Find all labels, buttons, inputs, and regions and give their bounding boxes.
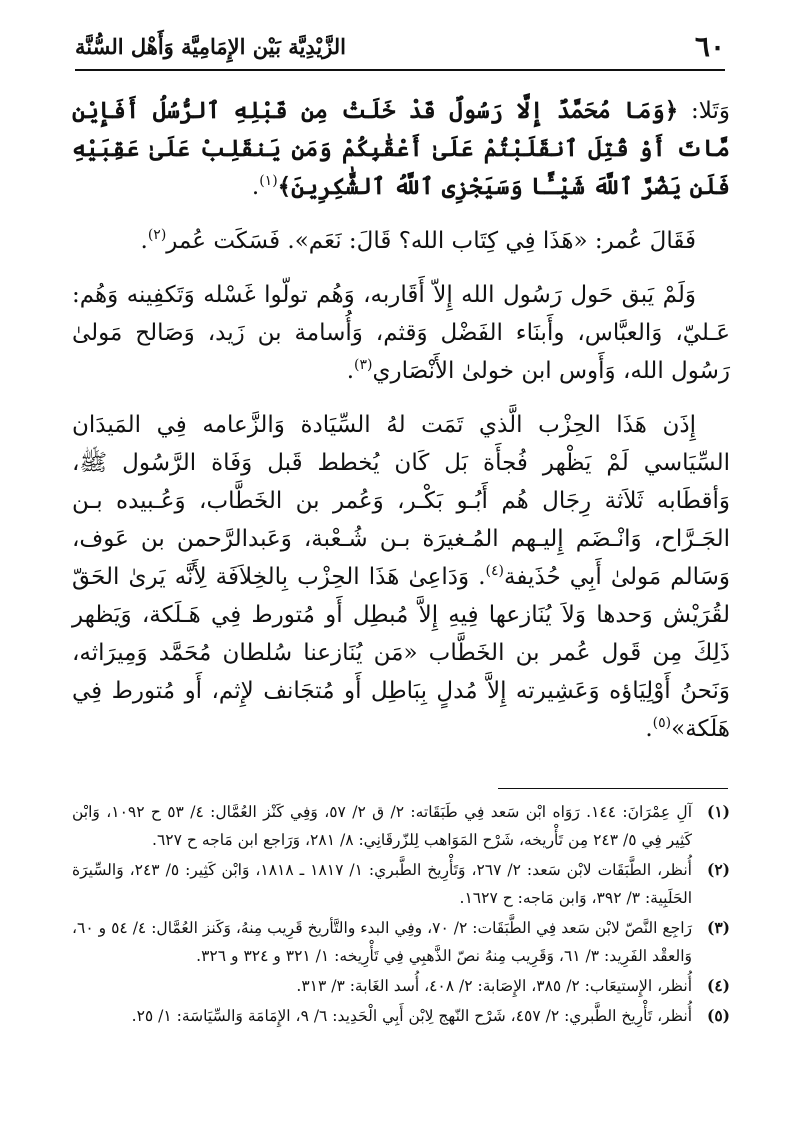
footnote-ref-4[interactable]: (٤) bbox=[485, 563, 504, 579]
footnote-text: أُنظر، تَأْرِيخ الطَّبري: ٢/ ٤٥٧، شَرْح النّهج لِابْن أَبِي الْحَدِيد: ٦/ ٩، الإِمَامَة وَالسِّيَاسَة: ١/ ٢٥. bbox=[131, 1007, 692, 1025]
footnote-ref-3[interactable]: (٣) bbox=[354, 357, 373, 373]
verse-intro: وَتَلا: bbox=[678, 98, 730, 124]
footnote-number: (٣) bbox=[706, 918, 730, 937]
header-rule bbox=[75, 69, 725, 71]
footnote-1 bbox=[72, 798, 730, 854]
footnote-number: (٤) bbox=[706, 976, 730, 995]
sentence-end: . bbox=[251, 174, 260, 200]
paragraph-party bbox=[72, 406, 730, 748]
footnotes bbox=[72, 798, 730, 1032]
footnote-number: (٥) bbox=[706, 1006, 730, 1025]
paragraph-text: فَقَالَ عُمر: «هَذَا فِي كِتَاب الله؟ قَالَ: نَعَم». فَسَكَت عُمر bbox=[166, 228, 696, 254]
footnote-text: آلِ عِمْرَانَ: ١٤٤. رَوَاه ابْن سَعد فِي طَبَقَاته: ٢/ ق ٢/ ٥٧، وَفِي كَنْز العُمَّال: ٤/ ٥٣ ح ١٠٩٢، وَابْن كَثِير فِي ٥/ ٢٤٣ مِن تَأْريخه، شَرْح المَوَاهب لِلزّرقَانِي: ٨/ ٢٨١، وَرَاجع ابن مَاجه ح ٦٢٧. bbox=[72, 803, 692, 849]
paragraph-quran-verse bbox=[72, 92, 730, 206]
footnote-ref-2[interactable]: (٢) bbox=[147, 227, 167, 243]
sentence-end: . bbox=[140, 228, 148, 254]
page-header bbox=[75, 30, 725, 70]
paragraph-text-continued: . وَدَاعِىٰ هَذَا الحِزْب بِالخِلاَفَة لِأَنَّه يَرىٰ الحَقّ لقُرَيْش وَحدها وَلاَ يُنَازعها فِيهِ إِلاَّ مُبطِل أَو مُتورط فِي هَـلَكة، وَيَظهر ذَلِكَ مِن قَول عُمر بن الخَطَّاب «مَن يُنَازعنا سُلطان مُحَمَّد وَمِيرَاثه، وَنَحنُ أَوْلِيَاؤه وَعَشِيرته إِلاَّ مُدلٍ بِبَاطِل أَو مُتجَانف لإِثم، أَو مُتورط فِي هَلَكة» bbox=[72, 564, 730, 742]
paragraph-text: إِذَن هَذَا الحِزْب الَّذي تَمَت لهُ السِّيَادة وَالزَّعامه فِي المَيدَان السِّيَاسي لَمْ يَظْهر فُجأَة بَل كَان يُخطط قَبل وَفَاة الرَّسُول ﷺ، وَأقطَابه ثَلاَثة رِجَال هُم أَبُـو بَكْـر، وَعُمر بن الخَطَّاب، وَعُـبيده بـن الجَـرَّاح، وَانْـضَم إِليـهم المُـغيرَة بـن شُـعْبة، وَعَبدالرَّحمن بن عَوف، وَسَالم مَولىٰ أَبِي حُذَيفة bbox=[72, 412, 731, 590]
footnote-text: رَاجِع النَّصّ لابْن سَعد فِي الطَّبَقَات: ٢/ ٧٠، وفِي البدء والتَّأريخ قَرِيب مِنهُ، وَكَنز العُمَّال: ٤/ ٥٤ و ٦٠، وَالعقْد الفَرِيد: ٣/ ٦١، وَقَرِيب مِنهُ نصّ الذَّهبِي فِي تَأْرِيخه: ١/ ٣٢١ و ٣٢٤ و ٣٢٦. bbox=[72, 919, 693, 965]
footnote-5 bbox=[72, 1002, 730, 1030]
footnote-ref-1[interactable]: (١) bbox=[259, 173, 278, 189]
running-title: الزَّيْدِيَّة بَيْن الإِمَامِيَّة وَأَهْل السُّنَّة bbox=[75, 34, 347, 59]
footnote-text: أُنظر، الإِستيعَاب: ٢/ ٣٨٥، الإِصَابة: ٢/ ٤٠٨، أُسد الغَابة: ٣/ ٣١٣. bbox=[296, 977, 692, 995]
main-text bbox=[72, 92, 730, 764]
paragraph-text: وَلَمْ يَبق حَول رَسُول الله إِلاّ أَقَاربه، وَهُم تولّوا غَسْله وَتَكفِينه وَهُم: عَـليّ، وَالعبَّاس، وأَبنَاء الفَضْل وَقثم، وَأُسامة بن زَيد، وَصَالح مَولىٰ رَسُول الله، وَأَوس ابن خولىٰ الأَنْصَاري bbox=[72, 282, 730, 384]
paragraph-umar-reply bbox=[72, 222, 730, 260]
footnote-text: أُنظر، الطَّبَقَات لابْن سَعد: ٢/ ٢٦٧، وَتَأْرِيخ الطَّبري: ١/ ١٨١٧ ـ ١٨١٨، وَابْن كَثِير: ٥/ ٢٤٣، وَالسِّيرَة الحَلَبِية: ٣/ ٣٩٢، وَابن مَاجه: ح ١٦٢٧. bbox=[72, 861, 692, 907]
footnote-number: (٢) bbox=[706, 860, 730, 879]
footnote-separator bbox=[498, 788, 728, 789]
quran-verse: ﴿وَمَا مُحَمَّدٌ إِلَّا رَسُولٌ قَدْ خَلَتْ مِن قَبْلِهِ ٱلرُّسُلُ أَفَإِيْن مَّاتَ أَوْ قُتِلَ ٱنقَلَبْتُمْ عَلَىٰ أَعْقَٰبِكُمْ وَمَن يَنقَلِبْ عَلَىٰ عَقِبَيْهِ فَلَن يَضُرَّ ٱللَّهَ شَيْـًٔا وَسَيَجْزِى ٱللَّهُ ٱلشَّٰكِرِينَ﴾ bbox=[72, 97, 730, 200]
page-number: ٦٠ bbox=[694, 30, 725, 63]
sentence-end: . bbox=[645, 716, 653, 742]
footnote-2 bbox=[72, 856, 730, 912]
footnote-4 bbox=[72, 972, 730, 1000]
sentence-end: . bbox=[346, 358, 354, 384]
footnote-3 bbox=[72, 914, 730, 970]
footnote-number: (١) bbox=[706, 802, 730, 821]
footnote-ref-5[interactable]: (٥) bbox=[652, 715, 672, 731]
paragraph-relatives bbox=[72, 276, 730, 390]
